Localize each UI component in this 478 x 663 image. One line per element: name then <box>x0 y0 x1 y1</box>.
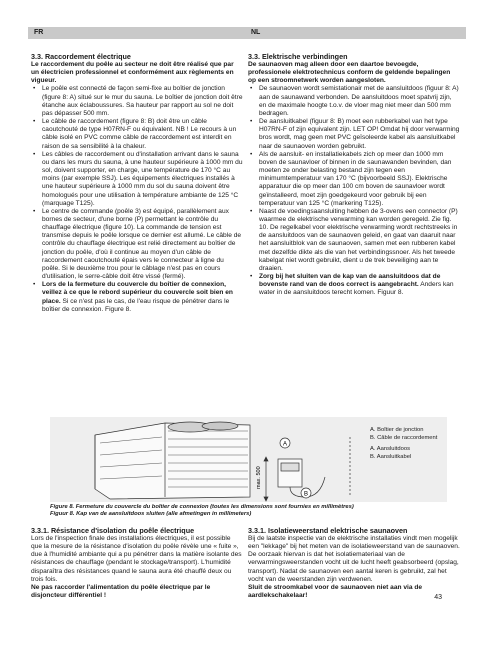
nl-subsection-body: Bij de laatste inspectie van de elektrische installaties vindt men mogelijk een "lekkage" bij het meten van de isolatieweerstand van de saunaoven. De oorzaak hiervan is dat het isolatiemateriaal van de verwarmingsweerstanden vocht uit de lucht heeft geabsorbeerd (opslag, transport). Nadat de saunaoven een aantal keren is gebruikt, zal het vocht van de weerstanden zijn verdwenen. <box>248 535 460 583</box>
legend-item: A. Boîtier de jonction <box>370 427 424 433</box>
fr-section-title: 3.3. Raccordement électrique <box>31 52 131 61</box>
callout-a-label: A <box>282 441 288 448</box>
fr-bullet: • Le câble de raccordement (figure 8: B) doit être un câble caoutchouté de type H07RN-F ou équivalent. NB ! Le recours à un câble isolé en PVC comme câble de raccordement est interdit en raison de sa sensibilité à la chaleur. <box>31 118 243 151</box>
legend-item: B. Câble de raccordement <box>370 435 438 441</box>
nl-bullet: • De aansluitkabel (figuur 8: B) moet een rubberkabel van het type H07RN-F of zijn equivalent zijn. LET OP! Omdat hij door verwarming bros wordt, mag geen met PVC geïsoleerde kabel als aansluitkabel naar de saunaoven worden gebruikt. <box>248 118 460 151</box>
fr-bullet: • Lors de la fermeture du couvercle du boîtier de connexion, veillez à ce que le rebord supérieur du couvercle soit bien en place. Si ce n'est pas le cas, de l'eau risque de pénétrer dans le boîtier de connexion. Figure 8. <box>31 281 243 314</box>
nl-subsection-title: 3.3.1. Isolatieweerstand elektrische saunaoven <box>248 526 408 535</box>
fr-bullet-list <box>31 85 243 313</box>
nl-subsection <box>248 526 460 600</box>
nl-bullet: • De saunaoven wordt semistationair met de aansluitdoos (figuur 8: A) aan de saunawand verbonden. De aansluitdoos moet spatvrij zijn, en de maximale hoogte t.o.v. de vloer mag niet meer dan 500 mm bedragen. <box>248 85 460 118</box>
fr-bullet: • Le poêle est connecté de façon semi-fixe au boîtier de jonction (figure 8: A) situé sur le mur du sauna. Le boîtier de jonction doit être étanche aux éclaboussures. Sa hauteur par rapport au sol ne doit pas dépasser 500 mm. <box>31 85 243 118</box>
nl-subsection-note: Sluit de stroomkabel voor de saunaoven niet aan via de aardlekschakelaar! <box>248 583 423 600</box>
fr-subsection-body: Lors de l'inspection finale des installations électriques, il est possible que la mesure de la résistance d'isolation du poêle révèle une « fuite », due à l'humidité ambiante qui a pu pénétrer dans la matière isolante des résistances de chauffage (pendant le stockage/transport). L'humidité disparaîtra des résistances quand le sauna aura été chauffé deux ou trois fois. <box>31 535 242 583</box>
nl-bullet: • Zorg bij het sluiten van de kap van de aansluitdoos dat de bovenste rand van de doos correct is aangebracht. Anders kan water in de aansluitdoos terecht komen. Figuur 8. <box>248 273 460 297</box>
nl-bullet: • Naast de voedingsaansluiting hebben de 3-ovens een connector (P) waarmee de elektrische verwarming kan worden geregeld. Zie fig. 10. De regelkabel voor elektrische verwarming wordt rechtstreeks in de aansluitdoos van de saunaoven geleid, en gaat van daaruit naar het aansluitblok van de saunaoven, samen met een rubberen kabel met dezelfde dikte als die van het verbindingssnoer. Als het tweede kabelgat niet wordt gebruikt, dient u de trek beveiliging aan te draaien. <box>248 208 460 273</box>
nl-bullet-list <box>248 85 460 297</box>
fr-subsection <box>31 526 243 600</box>
fr-subsection-title: 3.3.1. Résistance d'isolation du poêle électrique <box>31 526 195 535</box>
fr-bullet: • Les câbles de raccordement ou d'installation arrivant dans le sauna ou dans les murs du sauna, à une hauteur supérieure à 1000 mm du sol, doivent supporter, en charge, une température de 170 °C au moins (par exemple SSJ). Les équipements électriques installés à une hauteur supérieure à 1000 mm du sol du sauna doivent être homologués pour une utilisation à température ambiante de 125 °C (marquage T125). <box>31 151 243 208</box>
nl-column <box>248 52 460 298</box>
figure-caption-fr: Figure 8. Fermeture du couvercle du boîtier de connexion (toutes les dimensions sont fournies en millimètres) <box>50 504 354 510</box>
figure-8-illustration <box>50 417 447 502</box>
callout-b-label: B <box>303 491 309 498</box>
fr-intro: Le raccordement du poêle au secteur ne doit être réalisé que par un électricien professionnel et conformément aux règlements en vigueur. <box>31 61 234 85</box>
nl-intro: De saunaoven mag alleen door een daartoe bevoegde, professionele elektrotechnicus conform de geldende bepalingen op een stroomnetwerk worden aangesloten. <box>248 61 451 85</box>
legend-item: A. Aansluitdoos <box>370 446 410 452</box>
fr-bullet: • Le centre de commande (poêle 3) est équipé, parallèlement aux bornes de secteur, d'une borne (P) permettant le contrôle du chauffage électrique (figure 10). La commande de tension est transmise depuis le poêle lorsque ce dernier est allumé. Le câble de contrôle du chauffage électrique est relié directement au boîtier de jonction du poêle, d'où il continue au moyen d'un câble de raccordement caoutchouté épais vers le connecteur à ligne du poêle. Si le deuxième trou pour le câblage n'est pas en cours d'utilisation, le serre-câble doit être vissé (fermé). <box>31 208 243 281</box>
nl-bullet: • Als de aansluit- en installatiekabels zich op meer dan 1000 mm boven de saunavloer of binnen in de saunawanden bevinden, dan moeten ze onder belasting bestand zijn tegen een minimumtemperatuur van 170 °C (bijvoorbeeld SSJ). Elektrische apparatuur die op meer dan 100 cm boven de saunavloer wordt geïnstalleerd, moet zijn goedgekeurd voor gebruik bij een temperatuur van 125 °C (markering T125). <box>248 151 460 208</box>
legend-item: B. Aansluitkabel <box>370 454 412 460</box>
figure-caption-nl: Figuur 8. Kap van de aansluitdoos sluiten (alle afmetingen in millimeters) <box>50 511 252 517</box>
page-number: 43 <box>434 594 442 601</box>
nl-section-title: 3.3. Elektrische verbindingen <box>248 52 348 61</box>
fr-column <box>31 52 243 314</box>
sauna-heater-drawing <box>95 422 250 499</box>
language-header-fr: FR <box>28 27 249 39</box>
language-header-nl: NL <box>245 27 466 39</box>
fr-subsection-note: Ne pas raccorder l'alimentation du poêle électrique par le disjoncteur différentiel ! <box>31 583 211 600</box>
dimension-label: max. 500 <box>256 466 262 489</box>
